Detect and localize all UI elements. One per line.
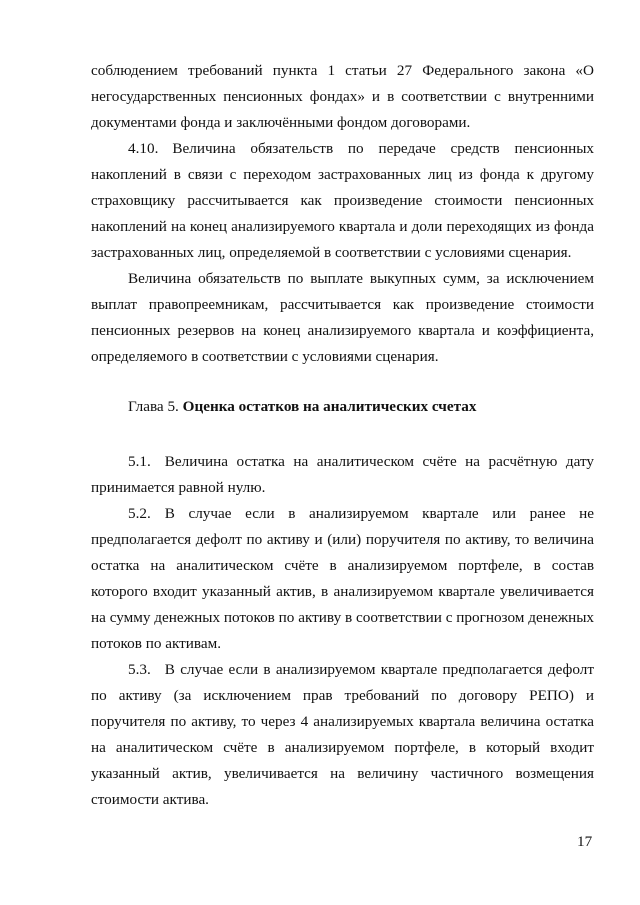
redemption-paragraph bbox=[91, 266, 594, 370]
item-5-2-paragraph bbox=[91, 501, 594, 658]
redemption-paragraph-text: Величина обязательств по выплате выкупных сумм, за исключением выплат правопреемникам, рассчитывается как произведение стоимости пенсионных резервов на конец анализируемого квартала и коэффициента, определяемого в соответствии с условиями сценария. bbox=[91, 270, 594, 366]
item-5-1-text: Величина остатка на аналитическом счёте на расчётную дату принимается равной нулю. bbox=[91, 453, 594, 497]
item-5-1-number: 5.1. bbox=[128, 453, 151, 470]
chapter-prefix: Глава 5. bbox=[128, 398, 179, 415]
intro-paragraph-text: соблюдением требований пункта 1 статьи 27 Федерального закона «О негосударственных пенсионных фондах» и в соответствии с внутренними документами фонда и заключёнными фондом договорами. bbox=[91, 62, 594, 132]
chapter-title: Оценка остатков на аналитических счетах bbox=[182, 398, 477, 415]
item-5-2-number: 5.2. bbox=[128, 505, 151, 522]
intro-paragraph bbox=[91, 58, 594, 136]
item-4-10-paragraph bbox=[91, 136, 594, 266]
item-5-3-paragraph bbox=[91, 657, 594, 814]
item-4-10-text: Величина обязательств по передаче средств пенсионных накоплений в связи с переходом застрахованных лиц из фонда к другому страховщику рассчитывается как произведение стоимости пенсионных накоплений на конец анализируемого квартала и доли переходящих из фонда застрахованных лиц, определяемой в соответствии с условиями сценария. bbox=[91, 140, 594, 262]
item-4-10-number: 4.10. bbox=[128, 140, 159, 157]
item-5-1-paragraph bbox=[91, 449, 594, 501]
item-5-3-number: 5.3. bbox=[128, 661, 151, 678]
item-5-2-text: В случае если в анализируемом квартале или ранее не предполагается дефолт по активу и (или) поручителя по активу, то величина остатка на аналитическом счёте в анализируемом портфеле, в состав которого входит указанный актив, в анализируемом квартале увеличивается на сумму денежных потоков по активу в соответствии с прогнозом денежных потоков по активам. bbox=[91, 505, 594, 653]
chapter-heading bbox=[128, 396, 476, 418]
item-5-3-text: В случае если в анализируемом квартале предполагается дефолт по активу (за исключением прав требований по договору РЕПО) и поручителя по активу, то через 4 анализируемых квартала величина остатка на аналитическом счёте в анализируемом портфеле, в который входит указанный актив, увеличивается на величину частичного возмещения стоимости актива. bbox=[91, 661, 594, 809]
page-number: 17 bbox=[577, 833, 593, 850]
